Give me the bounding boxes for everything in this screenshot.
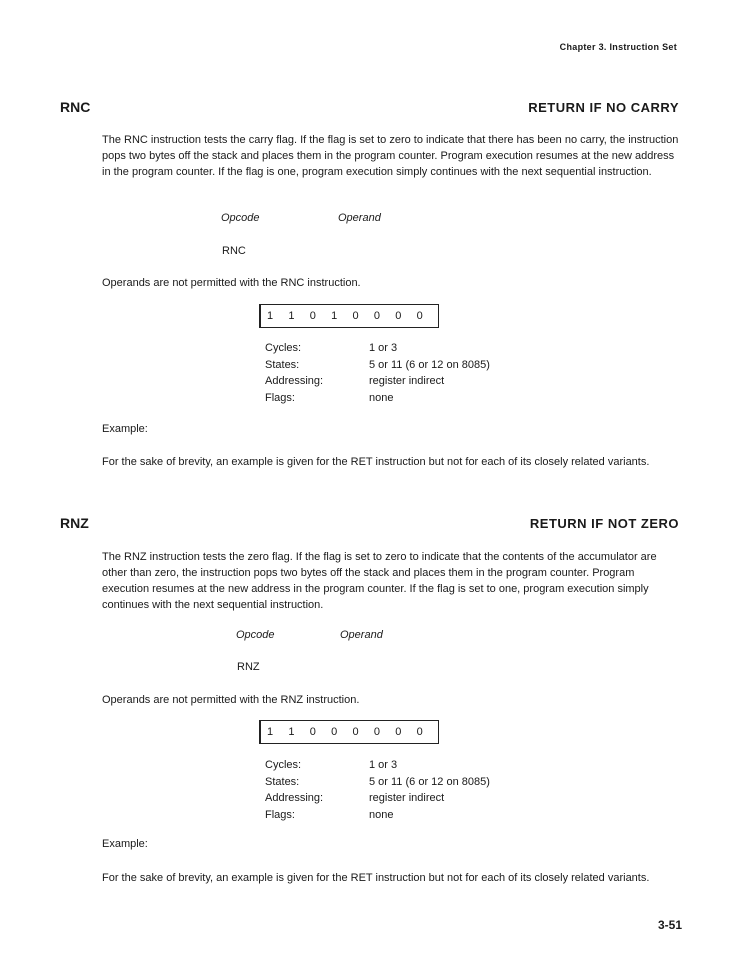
stats-value: 5 or 11 (6 or 12 on 8085) bbox=[369, 358, 490, 371]
stats-value: 1 or 3 bbox=[369, 759, 398, 771]
opcode-value-rnz: RNZ bbox=[237, 661, 260, 673]
stats-key: States: bbox=[265, 775, 300, 788]
stats-table-rnc bbox=[265, 340, 490, 406]
stats-row bbox=[265, 340, 490, 357]
stats-value: register indirect bbox=[369, 375, 445, 387]
stats-value: none bbox=[369, 391, 394, 404]
opcode-bit: 0 bbox=[373, 726, 380, 738]
example-label-rnc: Example: bbox=[102, 423, 148, 435]
operands-note-rnz: Operands are not permitted with the RNZ instruction. bbox=[102, 694, 360, 706]
operand-label-rnz: Operand bbox=[340, 629, 383, 641]
opcode-label-rnc: Opcode bbox=[221, 212, 260, 224]
chapter-header: Chapter 3. Instruction Set bbox=[559, 42, 677, 52]
opcode-bit: 0 bbox=[309, 310, 316, 322]
opcode-bit: 1 bbox=[288, 726, 295, 738]
opcode-bit: 1 bbox=[267, 726, 274, 738]
stats-key: Addressing: bbox=[265, 792, 324, 804]
operands-note-rnc: Operands are not permitted with the RNC instruction. bbox=[102, 277, 361, 289]
stats-key: States: bbox=[265, 358, 300, 371]
opcode-bit: 0 bbox=[395, 726, 402, 738]
example-text-rnc: For the sake of brevity, an example is given for the RET instruction but not for each of its closely related variants. bbox=[102, 456, 650, 468]
stats-row bbox=[265, 373, 490, 390]
opcode-bit: 1 bbox=[267, 310, 274, 322]
opcode-bit: 1 bbox=[331, 310, 338, 322]
opcode-bit: 0 bbox=[352, 310, 359, 322]
page-number: 3-51 bbox=[657, 918, 682, 932]
description-rnz: The RNZ instruction tests the zero flag. If the flag is set to zero to indicate that the contents of the accumulator are other than zero, the instruction pops two bytes off the stack and places them in the program counter. Program execution resumes at the new address in the program counter. If the flag is set to one, program execution simply continues with the next sequential instruction. bbox=[102, 551, 657, 611]
stats-key: Flags: bbox=[265, 808, 295, 821]
opcode-bit-box-rnc bbox=[259, 304, 439, 328]
stats-row bbox=[265, 757, 490, 774]
stats-value: none bbox=[369, 808, 394, 821]
example-label-rnz: Example: bbox=[102, 838, 148, 850]
section-title-rnz: RETURN IF NOT ZERO bbox=[529, 516, 679, 531]
section-mnemonic-rnz: RNZ bbox=[60, 515, 89, 531]
operand-label-rnc: Operand bbox=[338, 212, 381, 224]
opcode-label-rnz: Opcode bbox=[236, 629, 275, 641]
opcode-bit: 0 bbox=[416, 310, 423, 322]
stats-table-rnz bbox=[265, 757, 490, 823]
stats-row bbox=[265, 774, 490, 791]
stats-key: Cycles: bbox=[265, 759, 302, 771]
stats-row bbox=[265, 357, 490, 374]
stats-value: 5 or 11 (6 or 12 on 8085) bbox=[369, 775, 490, 788]
section-mnemonic-rnc: RNC bbox=[60, 99, 91, 115]
stats-value: 1 or 3 bbox=[369, 342, 398, 354]
opcode-bit-box-rnz bbox=[259, 720, 439, 744]
stats-row bbox=[265, 807, 490, 824]
opcode-bit: 0 bbox=[395, 310, 402, 322]
stats-key: Flags: bbox=[265, 391, 295, 404]
stats-key: Addressing: bbox=[265, 375, 324, 387]
opcode-bit: 0 bbox=[331, 726, 338, 738]
description-rnc: The RNC instruction tests the carry flag. If the flag is set to zero to indicate that there has been no carry, the instruction pops two bytes off the stack and places them in the program counter. Program execution resumes at the new address in the program counter. If the flag is one, program execution simply continues with the next sequential instruction. bbox=[102, 134, 679, 178]
example-text-rnz: For the sake of brevity, an example is given for the RET instruction but not for each of its closely related variants. bbox=[102, 872, 650, 884]
opcode-bit: 1 bbox=[288, 310, 295, 322]
stats-value: register indirect bbox=[369, 792, 445, 804]
opcode-bit: 0 bbox=[416, 726, 423, 738]
stats-row bbox=[265, 790, 490, 807]
stats-row bbox=[265, 390, 490, 407]
opcode-bit: 0 bbox=[373, 310, 380, 322]
opcode-value-rnc: RNC bbox=[222, 245, 246, 257]
stats-key: Cycles: bbox=[265, 342, 302, 354]
opcode-bit: 0 bbox=[352, 726, 359, 738]
opcode-bit: 0 bbox=[309, 726, 316, 738]
section-title-rnc: RETURN IF NO CARRY bbox=[528, 100, 679, 115]
